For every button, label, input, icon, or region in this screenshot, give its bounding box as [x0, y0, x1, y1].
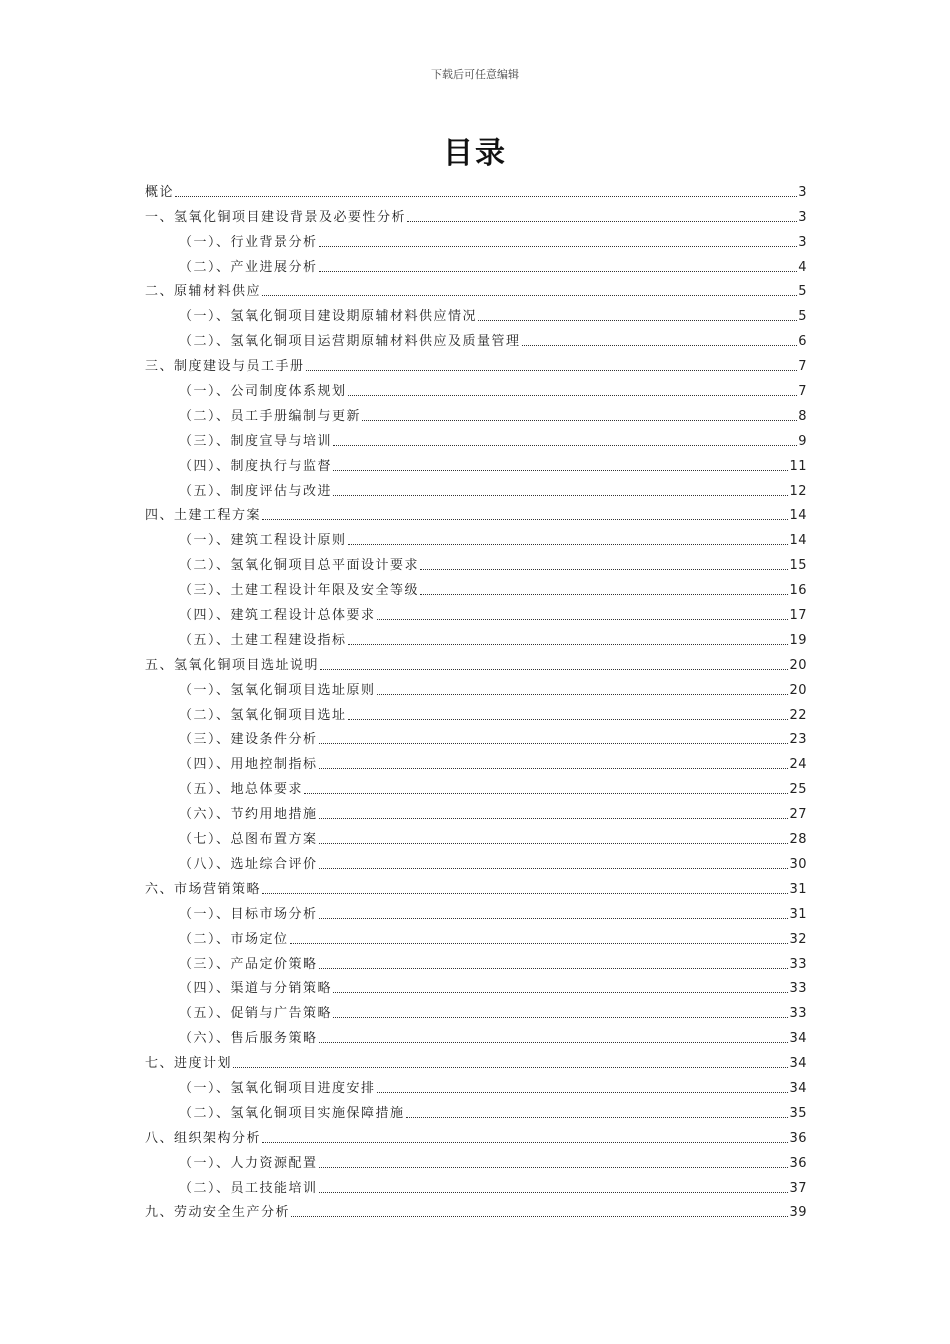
toc-entry-page-number: 30 — [789, 856, 807, 872]
toc-entry[interactable] — [145, 1147, 807, 1172]
toc-entry-title: 三、制度建设与员工手册 — [145, 359, 305, 375]
toc-entry[interactable] — [145, 450, 807, 475]
dot-leader — [319, 743, 789, 744]
toc-entry-page-number: 5 — [798, 284, 807, 300]
toc-entry-page-number: 34 — [789, 1031, 807, 1047]
toc-entry-page-number: 8 — [798, 408, 807, 424]
dot-leader — [291, 1216, 788, 1217]
dot-leader — [319, 246, 798, 247]
toc-entry[interactable] — [145, 276, 807, 301]
toc-entry-page-number: 24 — [789, 757, 807, 773]
toc-entry-title: 六、市场营销策略 — [145, 881, 262, 897]
toc-entry-page-number: 16 — [789, 583, 807, 599]
toc-entry[interactable] — [145, 649, 807, 674]
toc-entry-page-number: 34 — [789, 1080, 807, 1096]
toc-entry-page-number: 11 — [789, 458, 807, 474]
dot-leader — [175, 196, 797, 197]
toc-entry-title: （二）、氢氧化铜项目运营期原辅材料供应及质量管理 — [179, 334, 521, 350]
toc-entry[interactable] — [145, 425, 807, 450]
toc-entry-title: （一）、建筑工程设计原则 — [179, 533, 347, 549]
dot-leader — [348, 544, 789, 545]
toc-entry[interactable] — [145, 251, 807, 276]
dot-leader — [304, 793, 788, 794]
dot-leader — [262, 1142, 788, 1143]
dot-leader — [348, 395, 798, 396]
toc-entry-title: （一）、人力资源配置 — [179, 1155, 318, 1171]
toc-entry[interactable] — [145, 699, 807, 724]
toc-entry[interactable] — [145, 898, 807, 923]
toc-entry-page-number: 36 — [789, 1155, 807, 1171]
toc-entry[interactable] — [145, 201, 807, 226]
toc-entry-page-number: 3 — [798, 184, 807, 200]
toc-entry-page-number: 4 — [798, 259, 807, 275]
dot-leader — [478, 320, 797, 321]
toc-entry-title: （四）、建筑工程设计总体要求 — [179, 608, 376, 624]
toc-entry[interactable] — [145, 748, 807, 773]
toc-entry-page-number: 33 — [789, 956, 807, 972]
toc-entry-title: （四）、渠道与分销策略 — [179, 981, 333, 997]
dot-leader — [319, 918, 789, 919]
toc-entry-title: 一、氢氧化铜项目建设背景及必要性分析 — [145, 209, 407, 225]
toc-entry-title: 二、原辅材料供应 — [145, 284, 262, 300]
toc-entry-title: （二）、员工手册编制与更新 — [179, 408, 362, 424]
toc-entry-title: （二）、市场定位 — [179, 931, 289, 947]
toc-entry[interactable] — [145, 1047, 807, 1072]
toc-entry-page-number: 32 — [789, 931, 807, 947]
toc-entry-page-number: 14 — [789, 508, 807, 524]
dot-leader — [522, 345, 798, 346]
toc-entry-page-number: 31 — [789, 906, 807, 922]
toc-entry-page-number: 39 — [789, 1205, 807, 1221]
toc-entry-page-number: 23 — [789, 732, 807, 748]
dot-leader — [377, 694, 789, 695]
dot-leader — [262, 519, 788, 520]
toc-entry[interactable] — [145, 973, 807, 998]
toc-entry-title: （四）、用地控制指标 — [179, 757, 318, 773]
dot-leader — [319, 818, 789, 819]
toc-entry[interactable] — [145, 375, 807, 400]
toc-entry[interactable] — [145, 724, 807, 749]
dot-leader — [362, 420, 797, 421]
toc-entry-page-number: 14 — [789, 533, 807, 549]
toc-entry[interactable] — [145, 1197, 807, 1222]
toc-entry[interactable] — [145, 1172, 807, 1197]
toc-entry[interactable] — [145, 997, 807, 1022]
toc-entry-page-number: 3 — [798, 234, 807, 250]
dot-leader — [306, 370, 798, 371]
dot-leader — [333, 1017, 788, 1018]
toc-entry-title: 四、土建工程方案 — [145, 508, 262, 524]
toc-entry-title: （二）、氢氧化铜项目实施保障措施 — [179, 1105, 405, 1121]
toc-entry[interactable] — [145, 823, 807, 848]
dot-leader — [348, 644, 789, 645]
dot-leader — [319, 271, 798, 272]
toc-entry[interactable] — [145, 500, 807, 525]
dot-leader — [319, 1042, 789, 1043]
toc-entry-page-number: 35 — [789, 1105, 807, 1121]
toc-entry-page-number: 7 — [798, 384, 807, 400]
toc-entry[interactable] — [145, 848, 807, 873]
toc-entry[interactable] — [145, 549, 807, 574]
dot-leader — [290, 943, 789, 944]
toc-entry-title: （五）、土建工程建设指标 — [179, 632, 347, 648]
toc-entry-title: （三）、产品定价策略 — [179, 956, 318, 972]
toc-entry-page-number: 27 — [789, 807, 807, 823]
toc-entry[interactable] — [145, 1072, 807, 1097]
toc-entry-page-number: 15 — [789, 558, 807, 574]
dot-leader — [420, 569, 788, 570]
toc-entry[interactable] — [145, 798, 807, 823]
toc-entry[interactable] — [145, 674, 807, 699]
toc-entry-title: （六）、节约用地措施 — [179, 807, 318, 823]
toc-entry[interactable] — [145, 325, 807, 350]
toc-entry[interactable] — [145, 176, 807, 201]
toc-entry-title: （三）、建设条件分析 — [179, 732, 318, 748]
toc-entry-page-number: 7 — [798, 359, 807, 375]
toc-entry-title: 八、组织架构分析 — [145, 1130, 262, 1146]
toc-entry-page-number: 20 — [789, 682, 807, 698]
toc-entry[interactable] — [145, 873, 807, 898]
toc-entry[interactable] — [145, 923, 807, 948]
toc-entry-page-number: 25 — [789, 782, 807, 798]
toc-entry-page-number: 3 — [798, 209, 807, 225]
toc-entry-title: （一）、目标市场分析 — [179, 906, 318, 922]
toc-entry[interactable] — [145, 1097, 807, 1122]
dot-leader — [348, 719, 789, 720]
toc-entry-title: 七、进度计划 — [145, 1056, 233, 1072]
toc-entry-title: （一）、行业背景分析 — [179, 234, 318, 250]
toc-entry-page-number: 28 — [789, 832, 807, 848]
dot-leader — [233, 1067, 788, 1068]
dot-leader — [262, 295, 797, 296]
toc-entry-title: （二）、氢氧化铜项目总平面设计要求 — [179, 558, 420, 574]
dot-leader — [319, 1167, 789, 1168]
dot-leader — [333, 470, 788, 471]
dot-leader — [319, 868, 789, 869]
toc-entry-title: （二）、员工技能培训 — [179, 1180, 318, 1196]
dot-leader — [262, 893, 788, 894]
toc-entry-title: （一）、氢氧化铜项目进度安排 — [179, 1080, 376, 1096]
dot-leader — [333, 992, 788, 993]
toc-entry-page-number: 31 — [789, 881, 807, 897]
page-title: 目录 — [443, 136, 507, 171]
toc-entry-title: （四）、制度执行与监督 — [179, 458, 333, 474]
toc-entry-page-number: 33 — [789, 1006, 807, 1022]
toc-entry[interactable] — [145, 524, 807, 549]
toc-entry[interactable] — [145, 773, 807, 798]
toc-entry-page-number: 19 — [789, 632, 807, 648]
dot-leader — [319, 968, 789, 969]
dot-leader — [333, 495, 788, 496]
toc-entry-title: （二）、产业进展分析 — [179, 259, 318, 275]
toc-entry-page-number: 33 — [789, 981, 807, 997]
dot-leader — [377, 619, 789, 620]
toc-entry-title: （七）、总图布置方案 — [179, 832, 318, 848]
dot-leader — [420, 594, 788, 595]
table-of-contents — [145, 176, 807, 1221]
dot-leader — [333, 445, 797, 446]
toc-entry-title: （三）、土建工程设计年限及安全等级 — [179, 583, 420, 599]
toc-entry[interactable] — [145, 1022, 807, 1047]
toc-entry-page-number: 20 — [789, 657, 807, 673]
toc-entry-title: 五、氢氧化铜项目选址说明 — [145, 657, 320, 673]
toc-entry-page-number: 22 — [789, 707, 807, 723]
dot-leader — [319, 1192, 789, 1193]
dot-leader — [319, 843, 789, 844]
toc-entry-title: （五）、制度评估与改进 — [179, 483, 333, 499]
dot-leader — [377, 1092, 789, 1093]
toc-entry-page-number: 34 — [789, 1056, 807, 1072]
toc-entry[interactable] — [145, 574, 807, 599]
toc-entry-page-number: 9 — [798, 433, 807, 449]
toc-entry[interactable] — [145, 400, 807, 425]
toc-entry-title: （一）、氢氧化铜项目建设期原辅材料供应情况 — [179, 309, 478, 325]
toc-entry-title: （五）、地总体要求 — [179, 782, 304, 798]
toc-entry-title: 九、劳动安全生产分析 — [145, 1205, 291, 1221]
dot-leader — [319, 768, 789, 769]
dot-leader — [406, 1117, 789, 1118]
toc-entry-page-number: 17 — [789, 608, 807, 624]
toc-entry-title: （二）、氢氧化铜项目选址 — [179, 707, 347, 723]
page-header: 下载后可任意编辑 — [431, 68, 519, 81]
toc-entry[interactable] — [145, 300, 807, 325]
toc-entry[interactable] — [145, 948, 807, 973]
toc-entry-page-number: 36 — [789, 1130, 807, 1146]
toc-entry-page-number: 37 — [789, 1180, 807, 1196]
toc-entry[interactable] — [145, 350, 807, 375]
toc-entry-title: 概论 — [145, 184, 175, 200]
dot-leader — [320, 669, 788, 670]
toc-entry-title: （一）、氢氧化铜项目选址原则 — [179, 682, 376, 698]
toc-entry[interactable] — [145, 624, 807, 649]
toc-entry-title: （八）、选址综合评价 — [179, 856, 318, 872]
toc-entry[interactable] — [145, 599, 807, 624]
toc-entry-page-number: 6 — [798, 334, 807, 350]
toc-entry-page-number: 5 — [798, 309, 807, 325]
toc-entry[interactable] — [145, 475, 807, 500]
toc-entry-title: （五）、促销与广告策略 — [179, 1006, 333, 1022]
toc-entry-title: （六）、售后服务策略 — [179, 1031, 318, 1047]
dot-leader — [407, 221, 797, 222]
toc-entry[interactable] — [145, 226, 807, 251]
toc-entry-title: （一）、公司制度体系规划 — [179, 384, 347, 400]
toc-entry-title: （三）、制度宣导与培训 — [179, 433, 333, 449]
toc-entry[interactable] — [145, 1122, 807, 1147]
toc-entry-page-number: 12 — [789, 483, 807, 499]
